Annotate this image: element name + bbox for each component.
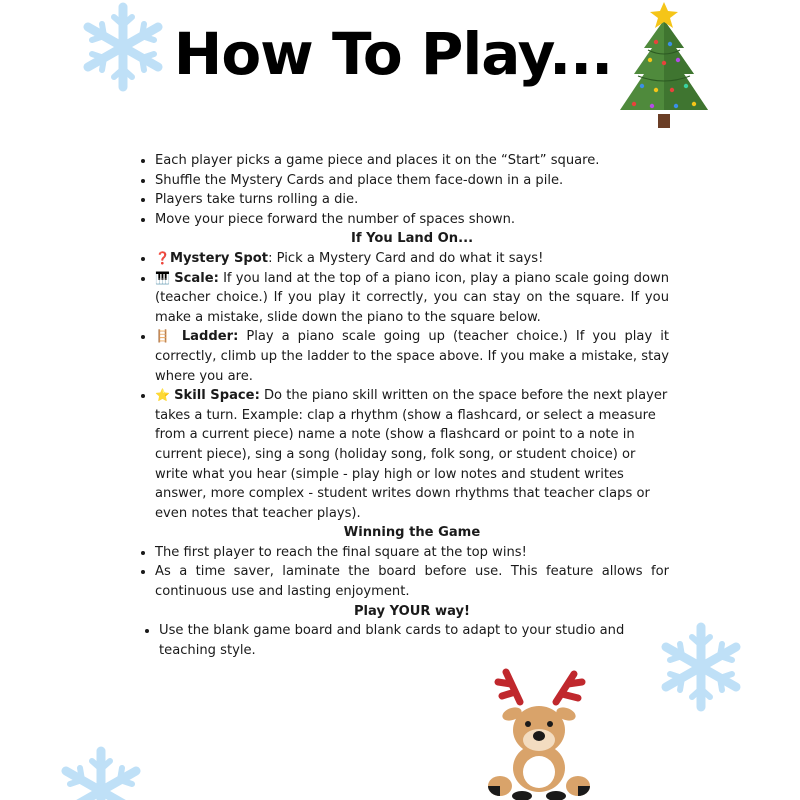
list-item: • Move your piece forward the number of spaces shown. xyxy=(155,210,669,230)
snowflake-icon xyxy=(46,744,156,800)
reindeer-icon xyxy=(478,660,598,800)
list-item: • The first player to reach the final square at the top wins! xyxy=(155,543,669,563)
section-heading: If You Land On... xyxy=(350,231,474,247)
list-item xyxy=(155,386,669,523)
list-item: • As a time saver, laminate the board before use. This feature allows for continuous use and lasting enjoyment. xyxy=(155,562,669,601)
item-text: Play a piano scale going up (teacher choice.) If you play it correctly, climb up the ladder to the space above. If you make a mistake, stay where you are. xyxy=(155,329,669,384)
item-text: If you land at the top of a piano icon, play a piano scale going down (teacher choice.) If you play it correctly, you can stay on the square. If you make a mistake, slide down the piano to the square below. xyxy=(155,270,669,325)
your-way-list xyxy=(138,621,669,660)
list-item xyxy=(155,269,669,328)
page-title: How To Play... xyxy=(173,20,613,88)
list-item: • Each player picks a game piece and places it on the “Start” square. xyxy=(155,151,669,171)
list-item: • Use the blank game board and blank cards to adapt to your studio and teaching style. xyxy=(159,621,669,660)
star-icon: ⭐ xyxy=(155,388,170,403)
item-label: Ladder: xyxy=(181,329,239,345)
list-item: • Shuffle the Mystery Cards and place them face-down in a pile. xyxy=(155,171,669,191)
piano-icon: 🎹 xyxy=(155,270,170,285)
list-item xyxy=(155,327,669,386)
section-heading: Winning the Game xyxy=(343,525,481,541)
item-text: Do the piano skill written on the space before the next player takes a turn. Example: clap a rhythm (show a flashcard, or select a measure from a current piece) name a note (show a flashcard or point to a note in current piece), sing a song (holiday song, folk song, or student choice) or write what you hear (simple - play high or low notes and student writes answer, more complex - student writes down rhythms that teacher claps or even notes that teacher plays). xyxy=(155,388,668,521)
list-item: • Players take turns rolling a die. xyxy=(155,190,669,210)
item-label: Scale: xyxy=(174,270,219,286)
item-label: Skill Space: xyxy=(174,388,260,404)
ladder-icon: 🪜 xyxy=(155,329,174,344)
setup-list xyxy=(138,151,669,229)
list-item xyxy=(155,249,669,269)
winning-list xyxy=(138,543,669,602)
landing-list xyxy=(138,249,669,523)
instructions xyxy=(138,151,669,660)
item-label: Mystery Spot xyxy=(169,250,269,266)
item-text: : Pick a Mystery Card and do what it says! xyxy=(268,250,544,266)
section-heading: Play YOUR way! xyxy=(353,603,471,619)
question-mark-icon: ❓ xyxy=(155,250,170,265)
